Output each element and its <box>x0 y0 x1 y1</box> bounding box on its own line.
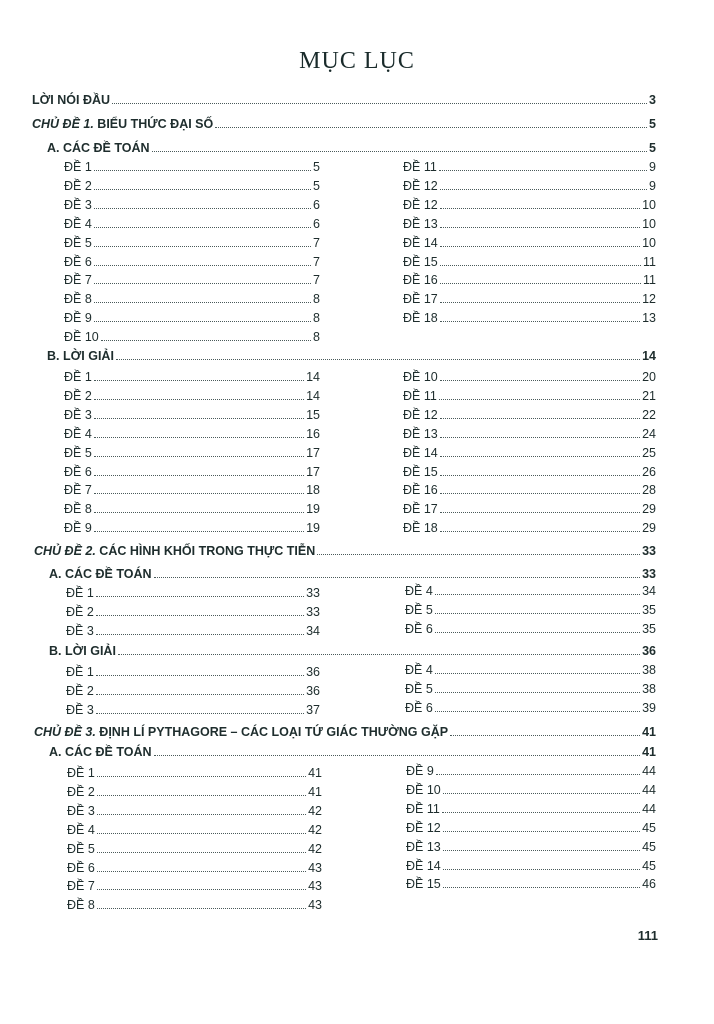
toc-entry-label: ĐỀ 16 <box>403 273 438 288</box>
toc-entry-label: ĐỀ 5 <box>64 235 92 250</box>
dot-leader <box>97 889 306 890</box>
toc-entry-label: ĐỀ 8 <box>64 502 92 517</box>
dot-leader <box>96 615 304 616</box>
toc-entry-page: 38 <box>642 681 656 696</box>
ch2-a-right-1[interactable] <box>405 583 656 599</box>
toc-entry-label: A. CÁC ĐỀ TOÁN <box>49 567 152 581</box>
toc-entry-page: 39 <box>642 700 656 715</box>
toc-entry-label: ĐỀ 3 <box>64 197 92 212</box>
toc-entry-label: ĐỀ 12 <box>403 407 438 422</box>
toc-entry-page: 11 <box>643 273 656 288</box>
toc-entry-page: 25 <box>642 445 656 460</box>
dot-leader <box>94 321 311 322</box>
dot-leader <box>97 908 306 909</box>
toc-entry-page: 33 <box>306 586 320 600</box>
toc-entry-label: ĐỀ 3 <box>66 623 94 638</box>
toc-entry-page: 46 <box>642 877 656 892</box>
dot-leader <box>443 869 640 870</box>
dot-leader <box>96 694 304 695</box>
toc-entry-label: ĐỀ 15 <box>406 877 441 892</box>
dot-leader <box>440 418 640 419</box>
toc-entry-label: ĐỀ 2 <box>66 683 94 698</box>
dot-leader <box>450 735 640 736</box>
ch1-a-right-8[interactable] <box>403 291 656 307</box>
dot-leader <box>442 812 640 813</box>
dot-leader <box>94 227 311 228</box>
ch3-a-right-7[interactable] <box>406 876 656 892</box>
dot-leader <box>440 380 640 381</box>
toc-entry-label: ĐỀ 13 <box>403 216 438 231</box>
toc-entry-page: 13 <box>642 311 656 326</box>
toc-entry-label: ĐỀ 15 <box>403 254 438 269</box>
toc-entry-page: 36 <box>306 683 320 698</box>
toc-entry-page: 14 <box>642 349 656 363</box>
dot-leader <box>152 151 647 152</box>
ch1-b-right-4[interactable] <box>403 426 656 442</box>
toc-entry-page: 43 <box>308 898 322 913</box>
toc-entry-page: 26 <box>642 464 656 479</box>
ch3-a-right-6[interactable] <box>406 858 656 874</box>
ch1-a-right-7[interactable] <box>403 272 656 288</box>
chapter-1-section-b-heading[interactable] <box>47 348 656 364</box>
dot-leader <box>440 208 640 209</box>
dot-leader <box>435 673 640 674</box>
ch2-b-right-3[interactable] <box>405 700 656 716</box>
dot-leader <box>440 265 641 266</box>
toc-entry-label: ĐỀ 2 <box>67 784 95 799</box>
toc-entry-label: A. CÁC ĐỀ TOÁN <box>49 745 152 759</box>
ch1-a-left-2[interactable] <box>64 178 320 194</box>
toc-entry-page: 9 <box>649 160 656 174</box>
toc-entry-label: ĐỀ 2 <box>64 178 92 193</box>
toc-entry-page: 10 <box>642 216 656 231</box>
toc-entry-label: ĐỀ 12 <box>403 178 438 193</box>
dot-leader <box>440 493 640 494</box>
chapter-1-section-a-heading[interactable] <box>47 140 656 156</box>
toc-entry-page: 28 <box>642 483 656 498</box>
toc-entry-label: ĐỀ 11 <box>403 388 437 403</box>
dot-leader <box>94 475 304 476</box>
toc-entry-page: 6 <box>313 216 320 231</box>
dot-leader <box>443 887 640 888</box>
ch2-b-left-1[interactable] <box>66 664 320 680</box>
dot-leader <box>435 692 640 693</box>
toc-entry-page: 8 <box>313 330 320 345</box>
toc-entry-page: 7 <box>313 235 320 250</box>
ch1-a-left-4[interactable] <box>64 216 320 232</box>
dot-leader <box>435 594 640 595</box>
ch1-a-left-10[interactable] <box>64 329 320 345</box>
dot-leader <box>443 850 640 851</box>
toc-entry-page: 8 <box>313 311 320 326</box>
ch3-a-left-1[interactable] <box>67 765 322 781</box>
dot-leader <box>440 456 640 457</box>
ch2-b-right-2[interactable] <box>405 681 656 697</box>
toc-entry-page: 6 <box>313 197 320 212</box>
toc-entry-page: 10 <box>642 235 656 250</box>
toc-entry-page: 14 <box>306 370 320 384</box>
toc-entry-label: ĐỀ 17 <box>403 502 438 517</box>
ch2-a-left-1[interactable] <box>66 585 320 601</box>
toc-entry-page: 42 <box>308 841 322 856</box>
toc-entry-label: ĐỀ 16 <box>403 483 438 498</box>
dot-leader <box>440 227 640 228</box>
toc-entry-label: ĐỀ 12 <box>406 820 441 835</box>
toc-entry-label: ĐỀ 7 <box>64 483 92 498</box>
toc-entry-page: 7 <box>313 273 320 288</box>
ch3-a-left-4[interactable] <box>67 822 322 838</box>
ch1-b-left-9[interactable] <box>64 520 320 536</box>
toc-entry-label: ĐỀ 17 <box>403 292 438 307</box>
toc-entry-label: ĐỀ 5 <box>64 445 92 460</box>
toc-entry-label: ĐỀ 6 <box>67 860 95 875</box>
dot-leader <box>94 380 304 381</box>
toc-entry-page: 35 <box>642 621 656 636</box>
toc-entry-label: A. CÁC ĐỀ TOÁN <box>47 141 150 155</box>
toc-entry-page: 5 <box>313 178 320 193</box>
dot-leader <box>440 512 640 513</box>
toc-entry-label: ĐỀ 4 <box>67 822 95 837</box>
toc-entry-page: 43 <box>308 860 322 875</box>
toc-entry-label: B. LỜI GIẢI <box>49 644 116 658</box>
dot-leader <box>101 340 311 341</box>
toc-entry-page: 45 <box>642 820 656 835</box>
toc-entry-label: ĐỀ 4 <box>405 663 433 677</box>
ch1-b-left-3[interactable] <box>64 407 320 423</box>
toc-entry-label: ĐỀ 6 <box>64 464 92 479</box>
toc-entry-label: ĐỀ 1 <box>67 766 95 780</box>
toc-entry-label: ĐỀ 5 <box>405 681 433 696</box>
toc-entry-label: CHỦ ĐỀ 2. CÁC HÌNH KHỐI TRONG THỰC TIỄN <box>34 544 316 558</box>
dot-leader <box>97 814 306 815</box>
toc-entry-label: ĐỀ 7 <box>67 879 95 894</box>
dot-leader <box>440 475 640 476</box>
toc-entry-page: 7 <box>313 254 320 269</box>
ch1-a-right-6[interactable] <box>403 254 656 270</box>
dot-leader <box>154 577 641 578</box>
dot-leader <box>94 493 304 494</box>
toc-entry-page: 20 <box>642 370 656 384</box>
toc-entry-label: ĐỀ 3 <box>64 407 92 422</box>
toc-entry-label: ĐỀ 13 <box>406 839 441 854</box>
toc-entry-label: ĐỀ 10 <box>406 782 441 797</box>
toc-entry-page: 41 <box>642 745 656 759</box>
toc-entry-label: ĐỀ 4 <box>64 426 92 441</box>
toc-entry-page: 5 <box>313 160 320 174</box>
toc-entry-page: 43 <box>308 879 322 894</box>
toc-entry-label: CHỦ ĐỀ 3. ĐỊNH LÍ PYTHAGORE – CÁC LOẠI TỨ GIÁC THƯỜNG GẶP <box>34 725 449 739</box>
chapter-2-section-b-heading[interactable] <box>49 643 656 659</box>
dot-leader <box>440 321 640 322</box>
dot-leader <box>439 170 647 171</box>
ch1-b-right-8[interactable] <box>403 501 656 517</box>
toc-entry-page: 41 <box>308 766 322 780</box>
chapter-2-heading[interactable] <box>34 543 656 559</box>
toc-entry-page: 29 <box>642 502 656 517</box>
toc-entry-page: 34 <box>306 623 320 638</box>
toc-entry-page: 21 <box>642 388 656 403</box>
ch2-b-right-1[interactable] <box>405 662 656 678</box>
toc-entry-page: 33 <box>306 604 320 619</box>
toc-entry-label: ĐỀ 6 <box>64 254 92 269</box>
toc-entry-label: ĐỀ 3 <box>67 803 95 818</box>
ch2-a-right-3[interactable] <box>405 621 656 637</box>
toc-entry-label: ĐỀ 15 <box>403 464 438 479</box>
toc-entry-label: ĐỀ 1 <box>64 370 92 384</box>
dot-leader <box>118 654 640 655</box>
toc-entry-label: ĐỀ 1 <box>66 586 94 600</box>
toc-entry-label: ĐỀ 8 <box>67 898 95 913</box>
ch1-b-left-1[interactable] <box>64 369 320 385</box>
toc-entry-label: ĐỀ 6 <box>405 700 433 715</box>
toc-entry-page: 36 <box>642 644 656 658</box>
toc-entry-page: 37 <box>306 702 320 717</box>
ch1-a-left-8[interactable] <box>64 291 320 307</box>
ch1-b-left-6[interactable] <box>64 464 320 480</box>
dot-leader <box>97 852 306 853</box>
toc-entry-label: ĐỀ 10 <box>403 370 438 384</box>
toc-entry-label: ĐỀ 12 <box>403 197 438 212</box>
toc-entry-page: 5 <box>649 141 656 155</box>
ch3-a-left-7[interactable] <box>67 878 322 894</box>
dot-leader <box>94 265 311 266</box>
dot-leader <box>439 399 640 400</box>
toc-entry-page: 3 <box>649 93 656 107</box>
toc-entry-page: 17 <box>306 464 320 479</box>
toc-entry-page: 41 <box>642 725 656 739</box>
toc-entry-page: 38 <box>642 663 656 677</box>
toc-entry-label: ĐỀ 6 <box>405 621 433 636</box>
dot-leader <box>96 713 304 714</box>
toc-entry-page: 9 <box>649 178 656 193</box>
toc-entry-label: ĐỀ 1 <box>66 665 94 679</box>
dot-leader <box>94 208 311 209</box>
dot-leader <box>435 613 640 614</box>
page-number: 111 <box>637 928 658 943</box>
toc-entry-label: ĐỀ 9 <box>406 764 434 778</box>
ch3-a-left-2[interactable] <box>67 784 322 800</box>
ch1-a-right-3[interactable] <box>403 197 656 213</box>
toc-entry-page: 22 <box>642 407 656 422</box>
dot-leader <box>440 531 640 532</box>
toc-entry-page: 33 <box>642 544 656 558</box>
ch3-a-left-8[interactable] <box>67 897 322 913</box>
toc-entry-label: ĐỀ 5 <box>67 841 95 856</box>
ch1-a-right-1[interactable] <box>403 159 656 175</box>
dot-leader <box>96 596 304 597</box>
ch1-b-left-7[interactable] <box>64 482 320 498</box>
toc-entry-label: ĐỀ 14 <box>403 445 438 460</box>
ch3-a-left-3[interactable] <box>67 803 322 819</box>
dot-leader <box>94 189 311 190</box>
toc-entry-label: ĐỀ 8 <box>64 292 92 307</box>
toc-entry-label: ĐỀ 18 <box>403 521 438 536</box>
toc-entry-page: 41 <box>308 784 322 799</box>
ch2-a-left-2[interactable] <box>66 604 320 620</box>
ch3-a-right-5[interactable] <box>406 839 656 855</box>
ch1-b-right-3[interactable] <box>403 407 656 423</box>
ch1-b-left-8[interactable] <box>64 501 320 517</box>
toc-entry-label: ĐỀ 9 <box>64 311 92 326</box>
ch1-a-right-9[interactable] <box>403 310 656 326</box>
dot-leader <box>97 795 306 796</box>
dot-leader <box>94 456 304 457</box>
dot-leader <box>94 302 311 303</box>
ch1-b-right-5[interactable] <box>403 445 656 461</box>
toc-entry-page: 33 <box>642 567 656 581</box>
ch1-a-right-2[interactable] <box>403 178 656 194</box>
ch1-b-left-5[interactable] <box>64 445 320 461</box>
ch3-a-right-1[interactable] <box>406 763 656 779</box>
toc-entry-page: 34 <box>642 584 656 598</box>
dot-leader <box>317 554 640 555</box>
dot-leader <box>96 634 304 635</box>
dot-leader <box>440 302 640 303</box>
dot-leader <box>94 246 311 247</box>
dot-leader <box>96 675 304 676</box>
dot-leader <box>154 755 641 756</box>
toc-entry-page: 36 <box>306 665 320 679</box>
toc-entry-page: 45 <box>642 858 656 873</box>
toc-entry-page: 14 <box>306 388 320 403</box>
dot-leader <box>97 776 306 777</box>
dot-leader <box>215 127 647 128</box>
toc-entry-label: ĐỀ 2 <box>66 604 94 619</box>
ch2-b-left-2[interactable] <box>66 683 320 699</box>
ch1-a-left-5[interactable] <box>64 235 320 251</box>
dot-leader <box>94 170 311 171</box>
toc-entry-page: 29 <box>642 521 656 536</box>
dot-leader <box>443 793 640 794</box>
chapter-1-heading[interactable] <box>32 116 656 132</box>
dot-leader <box>440 246 640 247</box>
ch2-a-left-3[interactable] <box>66 623 320 639</box>
dot-leader <box>440 189 647 190</box>
toc-entry-page: 11 <box>643 254 656 269</box>
chapter-3-heading[interactable] <box>34 724 656 740</box>
ch1-a-left-3[interactable] <box>64 197 320 213</box>
ch1-b-right-2[interactable] <box>403 388 656 404</box>
toc-entry-page: 5 <box>649 117 656 131</box>
toc-entry-page: 45 <box>642 839 656 854</box>
page-title: MỤC LỤC <box>299 48 415 74</box>
toc-entry-page: 42 <box>308 822 322 837</box>
dot-leader <box>435 711 640 712</box>
toc-entry-page: 42 <box>308 803 322 818</box>
ch2-b-left-3[interactable] <box>66 702 320 718</box>
toc-entry-label: ĐỀ 7 <box>64 273 92 288</box>
toc-entry-page: 8 <box>313 292 320 307</box>
ch1-a-left-7[interactable] <box>64 272 320 288</box>
toc-entry-label: ĐỀ 11 <box>406 801 440 816</box>
toc-entry-label: ĐỀ 13 <box>403 426 438 441</box>
toc-entry-page: 15 <box>306 407 320 422</box>
dot-leader <box>94 418 304 419</box>
dot-leader <box>435 632 640 633</box>
toc-entry-label: ĐỀ 10 <box>64 330 99 345</box>
dot-leader <box>97 871 306 872</box>
ch1-b-right-9[interactable] <box>403 520 656 536</box>
ch1-a-left-6[interactable] <box>64 254 320 270</box>
toc-entry-page: 10 <box>642 197 656 212</box>
toc-entry-page: 12 <box>642 292 656 307</box>
dot-leader <box>440 437 640 438</box>
ch1-a-left-1[interactable] <box>64 159 320 175</box>
dot-leader <box>440 283 641 284</box>
ch3-a-left-6[interactable] <box>67 860 322 876</box>
ch3-a-left-5[interactable] <box>67 841 322 857</box>
ch1-a-left-9[interactable] <box>64 310 320 326</box>
toc-entry-label: B. LỜI GIẢI <box>47 349 114 363</box>
toc-entry-label: ĐỀ 11 <box>403 160 437 174</box>
ch1-b-right-7[interactable] <box>403 482 656 498</box>
ch1-a-right-4[interactable] <box>403 216 656 232</box>
dot-leader <box>94 399 304 400</box>
toc-entry-label: ĐỀ 4 <box>405 584 433 598</box>
toc-entry-label: ĐỀ 5 <box>405 602 433 617</box>
ch3-a-right-2[interactable] <box>406 782 656 798</box>
ch1-b-left-2[interactable] <box>64 388 320 404</box>
ch3-a-right-4[interactable] <box>406 820 656 836</box>
ch1-a-right-5[interactable] <box>403 235 656 251</box>
toc-entry-page: 19 <box>306 521 320 536</box>
chapter-3-section-a-heading[interactable] <box>49 744 656 760</box>
toc-entry-page: 24 <box>642 426 656 441</box>
dot-leader <box>436 774 640 775</box>
toc-entry-label: LỜI NÓI ĐẦU <box>32 93 111 107</box>
ch1-b-right-6[interactable] <box>403 464 656 480</box>
dot-leader <box>94 283 311 284</box>
toc-entry-label: ĐỀ 9 <box>64 521 92 536</box>
toc-entry-label: ĐỀ 3 <box>66 702 94 717</box>
dot-leader <box>443 831 640 832</box>
ch2-a-right-2[interactable] <box>405 602 656 618</box>
toc-entry-page: 44 <box>642 801 656 816</box>
toc-entry-page: 18 <box>306 483 320 498</box>
toc-entry-label: CHỦ ĐỀ 1. BIỂU THỨC ĐẠI SỐ <box>32 117 214 131</box>
toc-intro[interactable] <box>32 92 656 108</box>
toc-entry-page: 16 <box>306 426 320 441</box>
dot-leader <box>94 437 304 438</box>
toc-entry-page: 44 <box>642 782 656 797</box>
ch1-b-right-1[interactable] <box>403 369 656 385</box>
dot-leader <box>94 512 304 513</box>
toc-entry-label: ĐỀ 4 <box>64 216 92 231</box>
toc-entry-label: ĐỀ 18 <box>403 311 438 326</box>
toc-entry-page: 35 <box>642 602 656 617</box>
toc-entry-label: ĐỀ 14 <box>403 235 438 250</box>
dot-leader <box>116 359 640 360</box>
toc-entry-page: 19 <box>306 502 320 517</box>
dot-leader <box>94 531 304 532</box>
toc-entry-label: ĐỀ 14 <box>406 858 441 873</box>
toc-entry-page: 44 <box>642 764 656 778</box>
chapter-2-section-a-heading[interactable] <box>49 566 656 582</box>
ch1-b-left-4[interactable] <box>64 426 320 442</box>
dot-leader <box>112 103 647 104</box>
dot-leader <box>97 833 306 834</box>
toc-entry-page: 17 <box>306 445 320 460</box>
toc-entry-label: ĐỀ 1 <box>64 160 92 174</box>
toc-entry-label: ĐỀ 2 <box>64 388 92 403</box>
ch3-a-right-3[interactable] <box>406 801 656 817</box>
